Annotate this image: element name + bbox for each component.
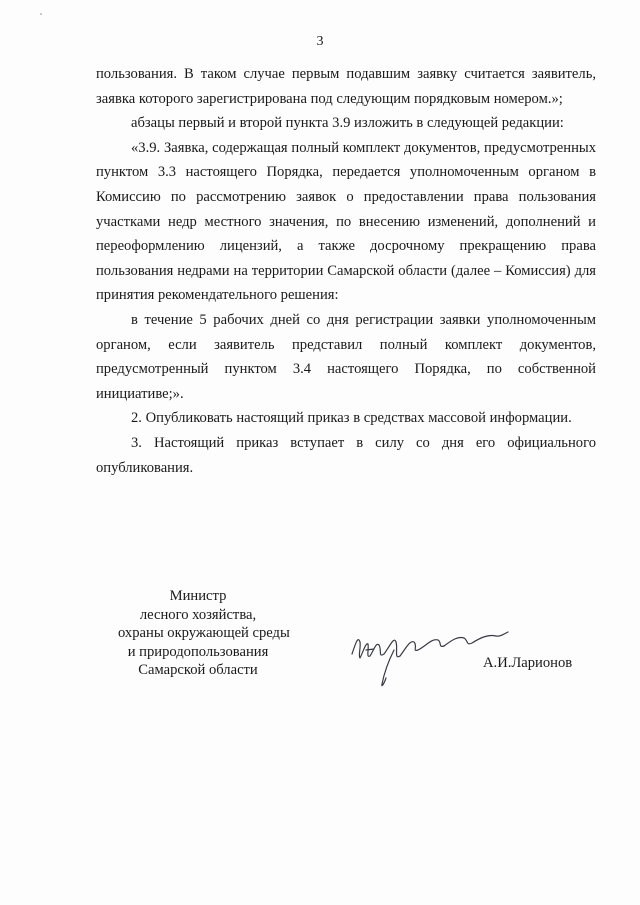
signatory-title-line: Министр [169,588,227,604]
paragraph-deadline: в течение 5 рабочих дней со дня регистрации заявки уполномоченным органом, если заявитель представил полный комплект документов, предусмотренный пунктом 3.4 настоящего Порядка, по собственной инициативе;». [96,311,596,402]
paragraph-continuation: пользования. В таком случае первым подавшим заявку считается заявитель, заявка которого зарегистрирована под следующим порядковым номером.»; [96,66,596,107]
handwritten-signature [348,612,518,692]
scan-speck [40,13,42,15]
signatory-title-line: охраны окружающей среды [118,625,290,641]
paragraph-item-2: 2. Опубликовать настоящий приказ в средствах массовой информации. [131,410,572,427]
signatory-title-line: лесного хозяйства, [139,606,257,623]
signatory-title-line: и природопользования [127,643,269,660]
signatory-name: А.И.Ларионов [483,655,573,671]
document-body [96,62,596,480]
paragraph-clause-3-9: «3.9. Заявка, содержащая полный комплект документов, предусмотренных пунктом 3.3 настоящего Порядка, передается уполномоченным органом в Комиссию по рассмотрению заявок о предоставлении права пользования участками недр местного значения, по внесению изменений, дополнений и переоформлению лицензий, а также досрочному прекращению права пользования недрами на территории Самарской области (далее – Комиссия) для принятия рекомендательного решения: [96,139,596,304]
page-number: 3 [316,34,324,49]
paragraph-amendment-intro: абзацы первый и второй пункта 3.9 изложить в следующей редакции: [131,115,564,132]
paragraph-item-3: 3. Настоящий приказ вступает в силу со дня его официального опубликования. [96,434,596,476]
signatory-title [118,587,290,680]
signatory-title-line: Самарской области [138,662,258,678]
